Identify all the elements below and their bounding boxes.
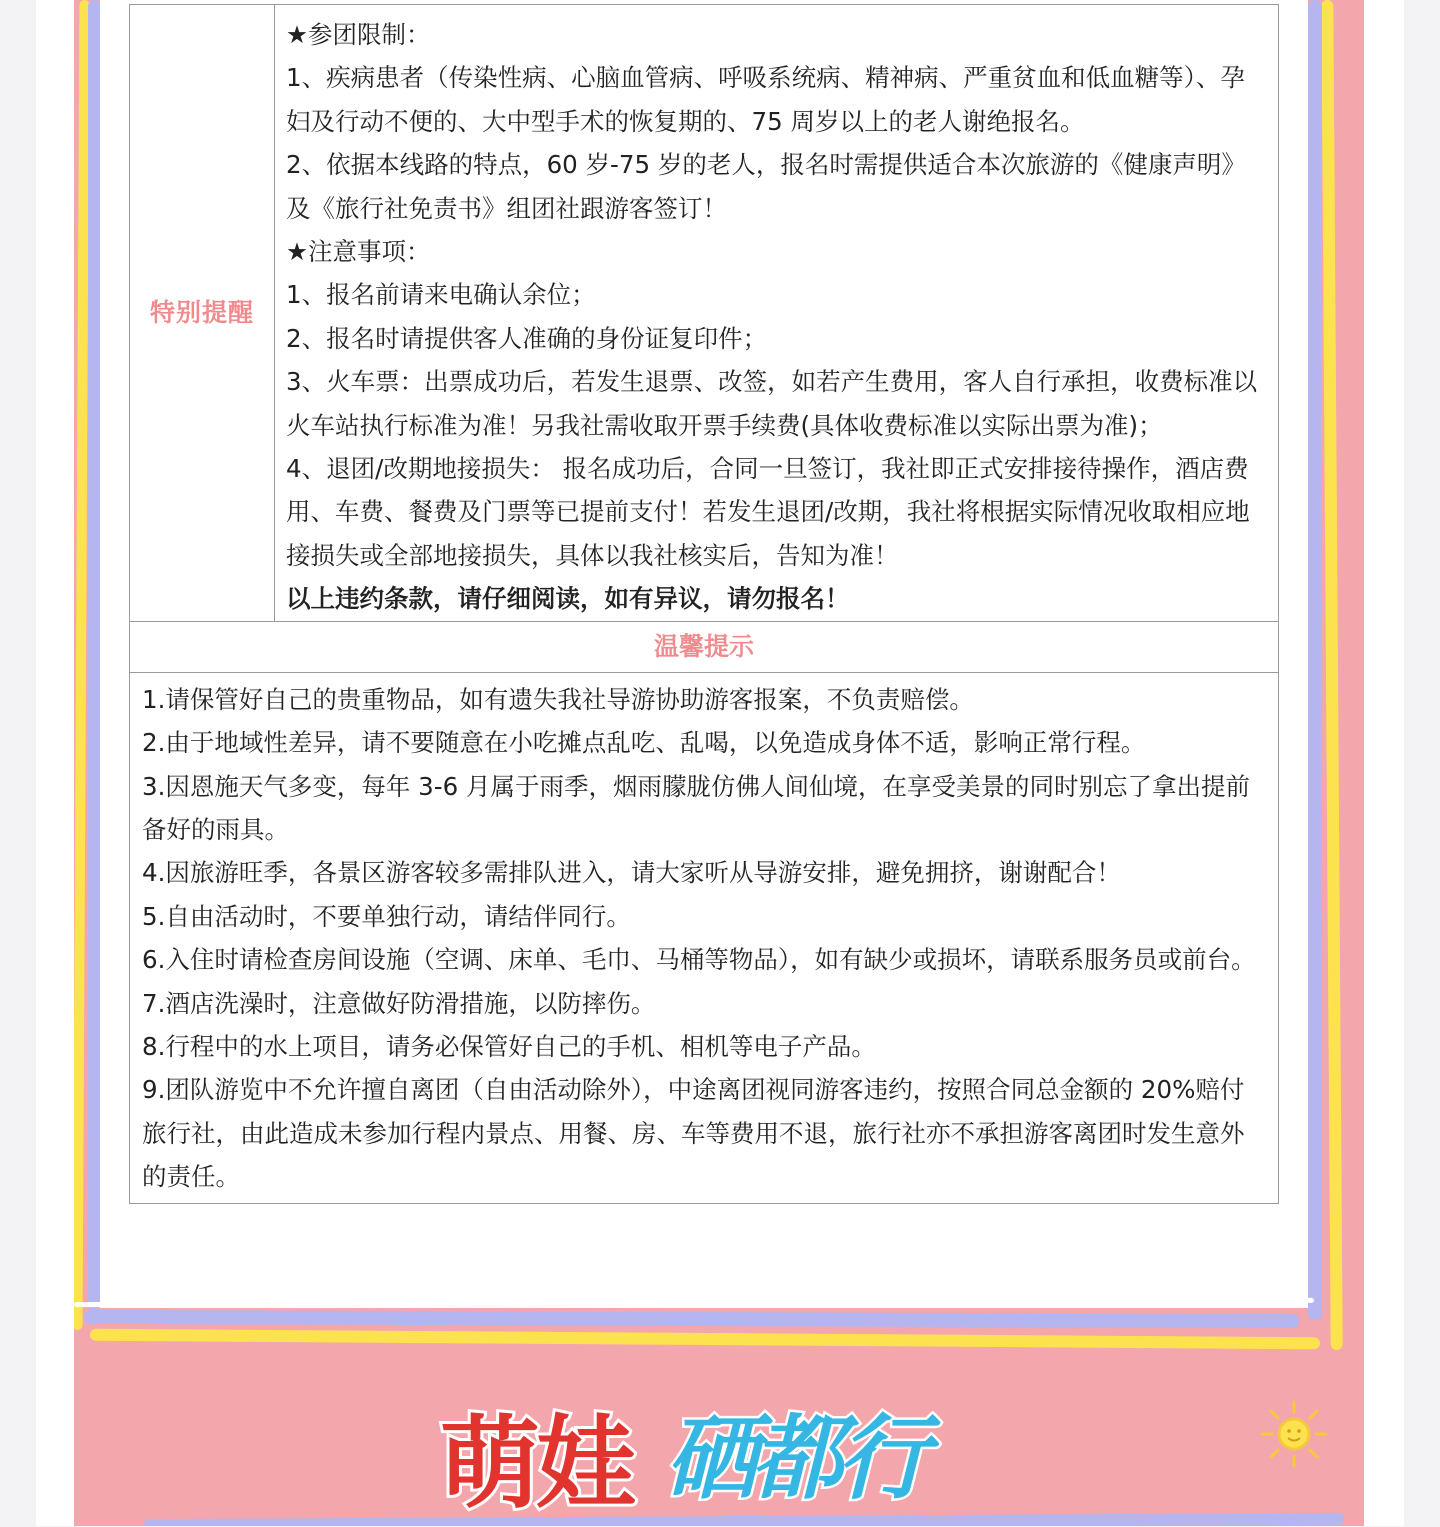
notice-table: [129, 4, 1279, 1204]
brand-logo: [420, 1375, 1060, 1526]
stroke-lavender-bottom: [84, 1310, 1299, 1328]
reminder-line: 3、火车票：出票成功后，若发生退票、改签，如若产生费用，客人自行承担，收费标准以火车站执行标准为准！另我社需收取开票手续费(具体收费标准以实际出票为准)；: [286, 367, 1258, 440]
stroke-lavender-right: [1308, 0, 1322, 1320]
tip-item: 5.自由活动时，不要单独行动，请结伴同行。: [142, 901, 631, 931]
reminder-line: 1、报名前请来电确认余位；: [286, 280, 596, 310]
reminder-line: ★参团限制：: [286, 20, 431, 49]
tip-item: 7.酒店洗澡时，注意做好防滑措施，以防摔伤。: [142, 988, 656, 1018]
reminder-line: 2、报名时请提供客人准确的身份证复印件；: [286, 323, 768, 353]
warm-tips-title: 温馨提示: [130, 621, 1279, 672]
special-reminder-content: [275, 5, 1279, 622]
warm-tips-title-row: [130, 621, 1279, 672]
reminder-line: 2、依据本线路的特点，60 岁-75 岁的老人，报名时需提供适合本次旅游的《健康声明》及《旅行社免责书》组团社跟游客签订！: [286, 150, 1246, 223]
reminder-line: 4、退团/改期地接损失： 报名成功后，合同一旦签订，我社即正式安排接待操作，酒店费用、车费、餐费及门票等已提前支付！若发生退团/改期，我社将根据实际情况收取相应地接损失或全部地接损失，具体以我社核实后，告知为准！: [286, 454, 1250, 570]
stroke-lavender-left: [88, 0, 101, 1310]
warm-tips-content: [130, 672, 1279, 1203]
sun-icon: [1258, 1398, 1330, 1470]
reminder-line: ★注意事项：: [286, 237, 431, 267]
warm-tips-row: [130, 672, 1279, 1203]
tip-item: 1.请保管好自己的贵重物品，如有遗失我社导游协助游客报案，不负责赔偿。: [142, 684, 974, 714]
tip-item: 8.行程中的水上项目，请务必保管好自己的手机、相机等电子产品。: [142, 1031, 876, 1061]
reminder-closing: 以上违约条款，请仔细阅读，如有异议，请勿报名！: [286, 584, 850, 614]
tip-item: 3.因恩施天气多变，每年 3-6 月属于雨季，烟雨朦胧仿佛人间仙境，在享受美景的同时别忘了拿出提前备好的雨具。: [142, 771, 1250, 844]
logo-text-red: 萌娃: [440, 1404, 632, 1522]
tip-item: 9.团队游览中不允许擅自离团（自由活动除外），中途离团视同游客违约，按照合同总金额的 20%赔付旅行社，由此造成未参加行程内景点、用餐、房、车等费用不退，旅行社亦不承担游客离团时发生意外的责任。: [142, 1075, 1245, 1192]
logo-text-blue: 硒都行: [665, 1404, 924, 1512]
stroke-yellow-bottom: [90, 1329, 1320, 1350]
stroke-yellow-right: [1321, 0, 1342, 1350]
reminder-line: 1、疾病患者（传染性病、心脑血管病、呼吸系统病、精神病、严重贫血和低血糖等）、孕妇及行动不便的、大中型手术的恢复期的、75 周岁以上的老人谢绝报名。: [286, 63, 1245, 136]
tip-item: 4.因旅游旺季，各景区游客较多需排队进入，请大家听从导游安排，避免拥挤，谢谢配合！: [142, 858, 1121, 888]
special-reminder-label: 特别提醒: [130, 5, 275, 622]
special-reminder-row: [130, 5, 1279, 622]
tip-item: 2.由于地域性差异，请不要随意在小吃摊点乱吃、乱喝，以免造成身体不适，影响正常行程。: [142, 728, 1146, 758]
tip-item: 6.入住时请检查房间设施（空调、床单、毛巾、马桶等物品），如有缺少或损坏，请联系服务员或前台。: [142, 945, 1256, 975]
